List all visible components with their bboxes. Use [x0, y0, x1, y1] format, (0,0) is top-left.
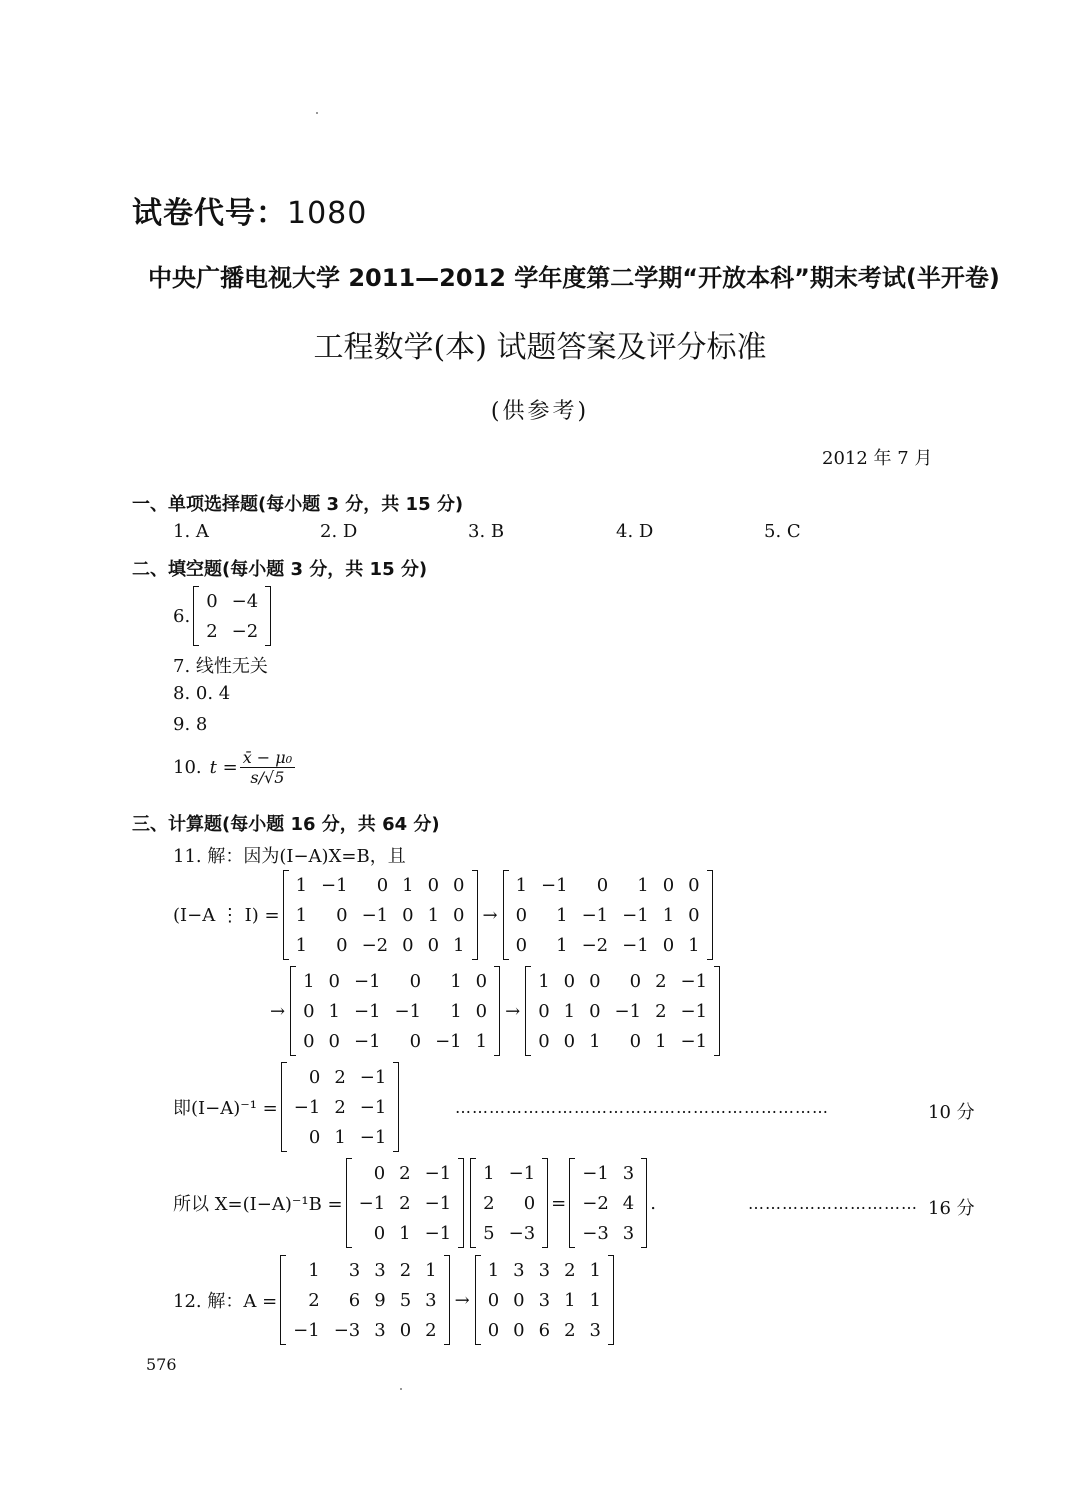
q8-answer: 8. 0. 4 — [173, 683, 231, 704]
matrix-cell: 0 — [688, 904, 700, 926]
matrix-cell: 2 — [564, 1259, 576, 1281]
matrix-cell: −2 — [361, 934, 389, 956]
matrix-cell: 0 — [373, 1222, 386, 1244]
matrix-cell: −1 — [622, 904, 649, 926]
paper-code-label: 试卷代号： — [132, 196, 287, 231]
matrix-cell: 0 — [399, 1319, 412, 1341]
matrix-cell: −1 — [680, 970, 708, 992]
matrix-cell: 0 — [629, 1030, 642, 1052]
matrix-x — [569, 1158, 647, 1248]
matrix-cell: −1 — [354, 970, 381, 992]
matrix-cell: −1 — [680, 1000, 708, 1022]
document-date: 2012 年 7 月 — [822, 448, 933, 469]
matrix-cell: −1 — [293, 1319, 320, 1341]
leader-dots: ………………………………………………………… — [455, 1098, 829, 1117]
q11-intro: 11. 解：因为(I−A)X=B，且 — [173, 846, 406, 867]
answer-5: 5. C — [764, 521, 801, 542]
matrix-cell: 0 — [475, 1000, 488, 1022]
matrix-cell: 1 — [308, 1259, 320, 1281]
matrix-cell: 1 — [589, 1259, 601, 1281]
answer-4: 4. D — [616, 521, 654, 542]
matrix-cell: 2 — [564, 1319, 576, 1341]
matrix-cell: 2 — [425, 1319, 437, 1341]
matrix-cell: 1 — [399, 1222, 411, 1244]
period: . — [650, 1192, 656, 1214]
matrix-cell: 1 — [425, 1259, 437, 1281]
matrix-cell: 3 — [374, 1259, 386, 1281]
matrix-cell: 1 — [450, 1000, 462, 1022]
matrix-cell: 0 — [515, 904, 528, 926]
matrix-cell: 9 — [374, 1289, 386, 1311]
matrix-cell: 3 — [425, 1289, 437, 1311]
matrix-cell: 0 — [688, 874, 700, 896]
matrix-cell: 0 — [206, 590, 218, 612]
matrix-cell: 1 — [688, 934, 700, 956]
matrix-cell: 2 — [334, 1066, 346, 1088]
matrix-cell: 0 — [303, 1000, 315, 1022]
inverse-lhs: 即(I−A)⁻¹ = — [173, 1098, 278, 1119]
matrix-cell: 0 — [328, 970, 340, 992]
q10-denominator: s/√5 — [250, 768, 285, 787]
matrix-cell: 0 — [409, 970, 422, 992]
matrix-m2 — [503, 870, 713, 960]
matrix-cell: −1 — [680, 1030, 708, 1052]
matrix-cell: −4 — [231, 590, 259, 612]
paper-code — [132, 188, 367, 232]
matrix-cell: 2 — [206, 620, 218, 642]
matrix-cell: −1 — [622, 934, 649, 956]
matrix-cell: 6 — [538, 1319, 551, 1341]
matrix-cell: 3 — [513, 1259, 525, 1281]
matrix-cell: 2 — [655, 970, 667, 992]
q10 — [173, 748, 295, 787]
answer-2: 2. D — [320, 521, 358, 542]
matrix-cell: −1 — [359, 1126, 387, 1148]
matrix-cell: 1 — [295, 874, 308, 896]
matrix-cell: 1 — [515, 874, 528, 896]
section2-heading: 二、填空题(每小题 3 分，共 15 分) — [132, 559, 428, 580]
matrix-cell: 5 — [399, 1289, 412, 1311]
answer-3: 3. B — [468, 521, 505, 542]
matrix-cell: −1 — [541, 874, 568, 896]
matrix-cell: 0 — [402, 934, 414, 956]
q12 — [173, 1255, 617, 1345]
matrix-cell: 3 — [538, 1289, 551, 1311]
matrix-cell: 3 — [538, 1259, 551, 1281]
matrix-cell: 0 — [427, 934, 440, 956]
matrix-cell: 3 — [622, 1222, 635, 1244]
matrix-cell: 2 — [308, 1289, 320, 1311]
matrix-m3 — [290, 966, 500, 1056]
matrix-cell: −1 — [581, 904, 609, 926]
matrix-cell: 3 — [374, 1319, 386, 1341]
matrix-a-reduced — [475, 1255, 614, 1345]
matrix-cell: 3 — [348, 1259, 361, 1281]
q10-fraction — [240, 748, 295, 787]
q12-lhs: 12. 解：A = — [173, 1291, 278, 1312]
matrix-inverse-repeat — [346, 1158, 465, 1248]
matrix-cell: 1 — [556, 904, 568, 926]
matrix-cell: 0 — [563, 970, 576, 992]
q11-step2 — [268, 966, 723, 1056]
matrix-cell: 1 — [295, 904, 308, 926]
matrix-cell: −1 — [358, 1192, 386, 1214]
matrix-cell: 0 — [376, 874, 389, 896]
matrix-cell: 0 — [662, 934, 675, 956]
matrix-cell: 1 — [334, 1126, 346, 1148]
matrix-cell: −1 — [293, 1096, 321, 1118]
scan-speck — [316, 112, 318, 114]
matrix-cell: −1 — [435, 1030, 462, 1052]
matrix-cell: 1 — [662, 904, 675, 926]
matrix-cell: 1 — [295, 934, 308, 956]
matrix-cell: 2 — [399, 1162, 411, 1184]
arrow-icon: → — [482, 904, 498, 926]
matrix-cell: 0 — [596, 874, 609, 896]
matrix-cell: 0 — [308, 1126, 321, 1148]
matrix-cell: 3 — [589, 1319, 601, 1341]
matrix-cell: 0 — [629, 970, 642, 992]
matrix-cell: −3 — [508, 1222, 536, 1244]
matrix-cell: 0 — [589, 1000, 601, 1022]
arrow-icon: → — [454, 1289, 470, 1311]
document-title: 工程数学(本) 试题答案及评分标准 — [313, 330, 767, 365]
matrix-cell: −2 — [231, 620, 259, 642]
matrix-cell: 2 — [655, 1000, 667, 1022]
matrix-inverse — [281, 1062, 400, 1152]
matrix-cell: 0 — [328, 1030, 340, 1052]
solution-lhs: 所以 X=(I−A)⁻¹B = — [173, 1194, 343, 1215]
scan-speck — [400, 1388, 402, 1390]
matrix-cell: 4 — [622, 1192, 635, 1214]
q10-lhs: t = — [209, 757, 238, 778]
matrix-cell: 1 — [450, 970, 462, 992]
matrix-cell: 0 — [308, 1066, 321, 1088]
matrix-cell: 2 — [483, 1192, 495, 1214]
q10-numerator: x̄ − μ₀ — [240, 748, 295, 768]
matrix-cell: −1 — [321, 874, 348, 896]
matrix-cell: 1 — [556, 934, 568, 956]
matrix-cell: 0 — [487, 1319, 500, 1341]
matrix-cell: 1 — [402, 874, 414, 896]
matrix-cell: −1 — [424, 1162, 452, 1184]
matrix-cell: 0 — [523, 1192, 536, 1214]
matrix-cell: −1 — [424, 1222, 452, 1244]
matrix-cell: 1 — [655, 1030, 667, 1052]
matrix-cell: 2 — [334, 1096, 346, 1118]
q11-inverse — [173, 1062, 402, 1152]
q11-step1 — [173, 870, 716, 960]
matrix-cell: 0 — [487, 1289, 500, 1311]
matrix-cell: 1 — [637, 874, 649, 896]
matrix-cell: −2 — [581, 934, 609, 956]
matrix-b — [470, 1158, 548, 1248]
matrix-cell: 0 — [589, 970, 601, 992]
page-number: 576 — [146, 1355, 177, 1374]
q7-answer: 7. 线性无关 — [173, 656, 268, 677]
answer-1: 1. A — [173, 521, 209, 542]
matrix-cell: −2 — [582, 1192, 609, 1214]
matrix-cell: 0 — [453, 904, 465, 926]
matrix-cell: 0 — [475, 970, 488, 992]
matrix-cell: 0 — [453, 874, 465, 896]
matrix-cell: −1 — [614, 1000, 642, 1022]
matrix-cell: −1 — [508, 1162, 536, 1184]
matrix-cell: 0 — [336, 934, 348, 956]
q11-lhs: (I−A ⋮ I) = — [173, 904, 280, 926]
matrix-cell: 2 — [399, 1259, 412, 1281]
equals-sign: = — [551, 1192, 567, 1214]
section1-heading: 一、单项选择题(每小题 3 分，共 15 分) — [132, 494, 464, 515]
matrix-cell: 1 — [303, 970, 315, 992]
matrix-cell: 1 — [564, 1289, 576, 1311]
q10-label: 10. — [173, 757, 202, 778]
matrix-cell: −1 — [424, 1192, 452, 1214]
matrix-cell: 0 — [427, 874, 440, 896]
matrix-cell: −3 — [582, 1222, 609, 1244]
matrix-m1 — [283, 870, 478, 960]
matrix-cell: −1 — [582, 1162, 609, 1184]
matrix-cell: 1 — [328, 1000, 340, 1022]
matrix-cell: 3 — [622, 1162, 635, 1184]
q11-solution — [173, 1158, 656, 1248]
matrix-cell: 0 — [336, 904, 348, 926]
matrix-cell: 1 — [483, 1162, 495, 1184]
exam-title: 中央广播电视大学 2011—2012 学年度第二学期“开放本科”期末考试(半开卷) — [148, 264, 1000, 292]
matrix-cell: 6 — [348, 1289, 361, 1311]
matrix-cell: −1 — [361, 904, 389, 926]
leader-dots: ………………………… — [748, 1194, 918, 1213]
matrix-cell: 1 — [589, 1030, 601, 1052]
section3-heading: 三、计算题(每小题 16 分，共 64 分) — [132, 814, 440, 835]
matrix-cell: 0 — [563, 1030, 576, 1052]
matrix-cell: 0 — [515, 934, 528, 956]
matrix-cell: 1 — [453, 934, 465, 956]
matrix-cell: 0 — [538, 1030, 550, 1052]
q9-answer: 9. 8 — [173, 714, 208, 735]
score-16: 16 分 — [928, 1198, 975, 1219]
arrow-icon: → — [505, 1000, 521, 1022]
matrix-cell: 0 — [303, 1030, 315, 1052]
matrix-a — [280, 1255, 449, 1345]
matrix-cell: −3 — [333, 1319, 361, 1341]
document-subtitle: (供参考) — [490, 399, 590, 424]
matrix-cell: 0 — [513, 1289, 525, 1311]
matrix-cell: 0 — [409, 1030, 422, 1052]
q6-matrix — [193, 586, 271, 646]
score-10: 10 分 — [928, 1102, 975, 1123]
matrix-cell: 0 — [373, 1162, 386, 1184]
matrix-cell: 0 — [538, 1000, 550, 1022]
matrix-cell: −1 — [354, 1030, 381, 1052]
matrix-cell: 0 — [402, 904, 414, 926]
matrix-cell: 1 — [427, 904, 440, 926]
matrix-cell: −1 — [394, 1000, 422, 1022]
matrix-cell: 1 — [589, 1289, 601, 1311]
paper-code-number: 1080 — [287, 196, 368, 231]
arrow-icon: → — [270, 1000, 286, 1022]
q6 — [173, 586, 274, 646]
matrix-cell: 1 — [487, 1259, 500, 1281]
matrix-cell: 0 — [513, 1319, 525, 1341]
q6-label: 6. — [173, 605, 191, 627]
matrix-cell: 2 — [399, 1192, 411, 1214]
matrix-cell: −1 — [359, 1066, 387, 1088]
matrix-cell: −1 — [359, 1096, 387, 1118]
matrix-cell: 1 — [475, 1030, 488, 1052]
matrix-m4 — [525, 966, 720, 1056]
matrix-cell: −1 — [354, 1000, 381, 1022]
matrix-cell: 5 — [483, 1222, 495, 1244]
matrix-cell: 1 — [538, 970, 550, 992]
matrix-cell: 0 — [662, 874, 675, 896]
matrix-cell: 1 — [563, 1000, 576, 1022]
